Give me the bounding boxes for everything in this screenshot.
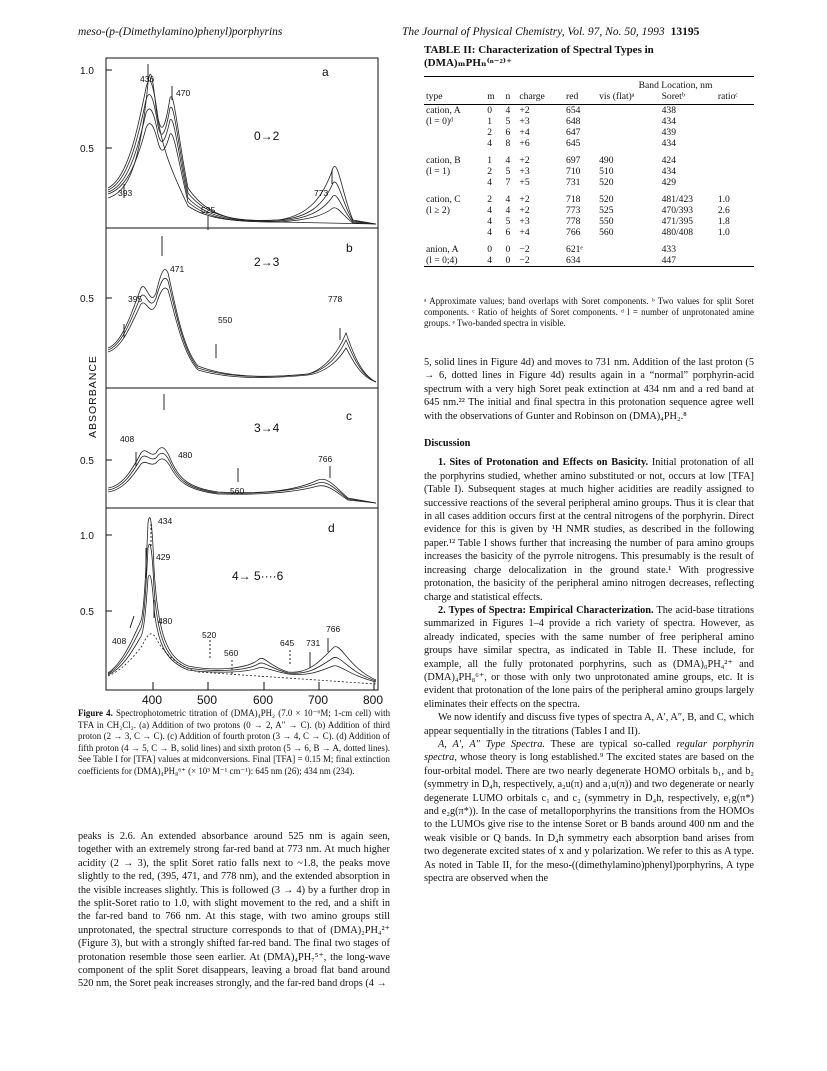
table-cell: +5 <box>519 177 530 188</box>
table-cell: +3 <box>519 166 530 177</box>
peak-d-434: 434 <box>158 516 173 526</box>
table-row <box>424 205 754 216</box>
table-cell: +4 <box>519 227 530 238</box>
table-cell <box>597 116 660 127</box>
xtick-400: 400 <box>142 693 163 707</box>
table-cell: +3 <box>519 216 530 227</box>
table-row <box>424 152 754 166</box>
table-cell <box>716 116 754 127</box>
column-header: ratioᶜ <box>717 91 738 102</box>
table-cell: 5 <box>505 216 511 227</box>
table-cell: 4 <box>505 194 511 205</box>
peak-b-778: 778 <box>328 294 343 304</box>
table-cell: 4 <box>487 216 493 227</box>
ytick-d-2: 0.5 <box>80 607 94 618</box>
table-title-line2: (DMA)ₘPHₙ⁽ⁿ⁻²⁾⁺ <box>424 57 512 69</box>
row-type: (l = 0)ᵈ <box>426 116 454 127</box>
table-cell: 1 <box>487 155 493 166</box>
row-type: (l ≥ 2) <box>426 205 450 216</box>
table-2 <box>424 76 754 267</box>
row-type: cation, C <box>426 194 461 205</box>
table-cell: 438 <box>661 105 676 116</box>
table-cell: 1.0 <box>717 194 730 205</box>
table-cell: 0 <box>487 244 493 255</box>
ytick-c-1: 0.5 <box>80 456 94 467</box>
running-head: meso-(p-(Dimethylamino)phenyl)porphyrins <box>78 26 283 38</box>
table-cell <box>716 177 754 191</box>
right-column-body <box>424 356 754 885</box>
p5-text-a: These are typical so-called <box>550 738 671 750</box>
table-cell: 471/395 <box>661 216 694 227</box>
table-row <box>424 105 754 117</box>
table-cell: 773 <box>566 205 581 216</box>
table-row <box>424 177 754 191</box>
table-cell: 520 <box>599 177 614 188</box>
peak-d-560: 560 <box>224 648 239 658</box>
table-cell: 4 <box>505 155 511 166</box>
table-cell: 654 <box>566 105 581 116</box>
table-cell: 0 <box>487 105 493 116</box>
right-paragraph-3 <box>424 604 754 711</box>
panel-c-letter: c <box>346 409 352 423</box>
table-cell: 4 <box>487 255 493 266</box>
section-heading-discussion: Discussion <box>424 438 471 450</box>
row-type: (l = 1) <box>426 166 451 177</box>
xtick-800: 800 <box>363 693 384 707</box>
panel-b-letter: b <box>346 241 353 255</box>
peak-d-766: 766 <box>326 624 341 634</box>
right-paragraph-2 <box>424 456 754 603</box>
column-header: Soretᵇ <box>661 91 685 102</box>
table-row <box>424 216 754 227</box>
table-cell: 434 <box>661 116 676 127</box>
row-type <box>424 227 485 241</box>
p3-heading: 2. Types of Spectra: Empirical Characterization. <box>438 604 654 616</box>
table-cell: 424 <box>661 155 676 166</box>
row-type: cation, A <box>426 105 461 116</box>
table-cell: 6 <box>505 127 511 138</box>
row-type: anion, A <box>426 244 459 255</box>
peak-c-766: 766 <box>318 454 333 464</box>
band-location-header: Band Location, nm <box>638 80 713 91</box>
peak-c-560: 560 <box>230 486 245 496</box>
table-cell: 4 <box>487 177 493 188</box>
row-type: (l = 0;4) <box>426 255 458 266</box>
peak-d-731: 731 <box>306 638 321 648</box>
panel-b-curves <box>108 270 376 382</box>
right-paragraph-5 <box>424 738 754 885</box>
table-cell: 429 <box>661 177 676 188</box>
table-cell <box>597 241 660 255</box>
peak-c-408: 408 <box>120 434 135 444</box>
right-paragraph-4: We now identify and discuss five types of spectra A, A′, A″, B, and C, which appear sequentially in the titrations (Tables I and II). <box>424 712 754 737</box>
caption-label: Figure 4. <box>78 708 113 718</box>
y-axis-label: ABSORBANCE <box>87 355 99 438</box>
right-paragraph-1: 5, solid lines in Figure 4d) and moves to 731 nm. Addition of the last proton (5 → 6, dotted lines in Figure 4d) results again in a “normal” porphyrin-acid spectrum with a very high Soret peak extinction at 434 nm and a red band at 645 nm.²² The initial and final spectra in this protonation sequence agree well with the observations of Gunter and Robinson on (DMA)₄PH₂.⁸ <box>424 357 754 422</box>
column-header: m <box>487 91 495 102</box>
table-row <box>424 138 754 152</box>
table-cell: 2 <box>487 194 493 205</box>
peak-d-408: 408 <box>112 636 127 646</box>
xtick-500: 500 <box>197 693 218 707</box>
table-cell: 621ᵉ <box>566 244 583 255</box>
table-cell: 480/408 <box>661 227 694 238</box>
table-cell: 5 <box>505 166 511 177</box>
table-cell: 525 <box>599 205 614 216</box>
journal-head <box>402 26 699 38</box>
table-cell <box>716 105 754 117</box>
row-type <box>424 177 485 191</box>
peak-a-525: 525 <box>201 205 216 215</box>
table-cell: 470/393 <box>661 205 694 216</box>
table-cell: 731 <box>566 177 581 188</box>
xtick-600: 600 <box>253 693 274 707</box>
p2-text: Initial protonation of all the porphyrins studied, whether amino substituted or not, occurs at low [TFA] (Table I). Subsequent stages at much higher acidities are readily assigned to successive reactions of the several peripheral amino groups. Thus it is clear that in all cases addition occurs first at the central nitrogens of the porphyrin. Direct evidence for this is given by ¹H NMR studies, as described in the following paper.¹² Table I shows further that increasing the number of para amino groups increases the basicity of the pyrrole nitrogens. This presumably is the result of increasing charge delocalization in the ground state.¹ With progressive protonation, the basicity of the peripheral amino nitrogen decreases, reflecting charge and statistical effects. <box>424 457 755 603</box>
xtick-700: 700 <box>308 693 329 707</box>
table-cell: 648 <box>566 116 581 127</box>
spectra-plot <box>78 48 408 708</box>
peak-b-471: 471 <box>170 264 185 274</box>
panel-a-step: 0→2 <box>254 129 280 143</box>
table-cell: 4 <box>487 205 493 216</box>
table-cell: 439 <box>661 127 676 138</box>
table-cell <box>716 255 754 267</box>
peak-b-395: 395 <box>128 294 143 304</box>
peak-d-520: 520 <box>202 630 217 640</box>
table-cell: 4 <box>487 138 493 149</box>
table-cell: 645 <box>566 138 581 149</box>
table-cell: 510 <box>599 166 614 177</box>
table-cell: 4 <box>505 105 511 116</box>
row-type <box>424 138 485 152</box>
table-row <box>424 166 754 177</box>
table-cell: +6 <box>519 138 530 149</box>
table-cell: 490 <box>599 155 614 166</box>
table-cell: 4 <box>505 205 511 216</box>
table-cell: 766 <box>566 227 581 238</box>
table-cell: +2 <box>519 194 530 205</box>
peak-d-429: 429 <box>156 552 171 562</box>
table-cell: 7 <box>505 177 511 188</box>
panel-b-step: 2→3 <box>254 255 280 269</box>
table-cell: 434 <box>661 166 676 177</box>
peak-d-480: 480 <box>158 616 173 626</box>
table-cell: +3 <box>519 116 530 127</box>
table-cell <box>716 138 754 152</box>
peak-d-645: 645 <box>280 638 295 648</box>
p5-heading: A, A′, A″ Type Spectra. <box>438 738 545 750</box>
peak-a-470: 470 <box>176 88 191 98</box>
table-cell <box>716 127 754 138</box>
table-cell: 434 <box>661 138 676 149</box>
column-header: n <box>505 91 511 102</box>
p5-emphasis: regular porphyrin spectra <box>424 738 754 764</box>
table-cell <box>597 255 660 267</box>
table-cell: 560 <box>599 227 614 238</box>
row-type <box>424 127 485 138</box>
column-header: vis (flat)ᵃ <box>599 91 635 102</box>
table-title-line1: TABLE II: Characterization of Spectral Types in <box>424 44 654 56</box>
table-row <box>424 116 754 127</box>
table-cell: 1 <box>487 116 493 127</box>
table-cell: 778 <box>566 216 581 227</box>
column-header: charge <box>519 91 545 102</box>
table-cell <box>716 241 754 255</box>
table-cell: 0 <box>505 244 511 255</box>
table-cell <box>597 105 660 117</box>
table-cell: +2 <box>519 205 530 216</box>
table-cell: 8 <box>505 138 511 149</box>
peak-a-773: 773 <box>314 188 329 198</box>
page-number: 13195 <box>670 26 700 38</box>
table-cell: 481/423 <box>661 194 694 205</box>
column-header: type <box>426 91 443 102</box>
table-cell: +2 <box>519 105 530 116</box>
table-cell: 550 <box>599 216 614 227</box>
table-cell: 1.0 <box>717 227 730 238</box>
table-row <box>424 255 754 267</box>
row-type <box>424 216 485 227</box>
table-cell: 520 <box>599 194 614 205</box>
peak-b-550: 550 <box>218 315 233 325</box>
table-cell: 697 <box>566 155 581 166</box>
left-column-body <box>78 830 390 991</box>
table-cell: 647 <box>566 127 581 138</box>
ytick-a-2: 0.5 <box>80 144 94 155</box>
table-cell: 6 <box>505 227 511 238</box>
table-cell: 718 <box>566 194 581 205</box>
table-cell <box>597 138 660 152</box>
ytick-d-1: 1.0 <box>80 531 94 542</box>
panel-c-step: 3→4 <box>254 421 280 435</box>
p3-text: The acid-base titrations summarized in Figures 1–4 provide a rich variety of spectra. However, as already indicated, species with the same number of free peripheral amino groups have similar spectra, as indicated in Table II. These include, for example, all the fully protonated porphyrins, such as (DMA)₀PH₄²⁺ and (DMA)₄PH₈⁶⁺, or those with only two unprotonated amine groups, etc. It is evident that protonation of the lone pairs of the peripheral amino groups largely eliminates their effects on the spectra. <box>424 604 755 710</box>
peak-a-393: 393 <box>118 188 133 198</box>
journal-citation: The Journal of Physical Chemistry, Vol. 97, No. 50, 1993 <box>402 26 665 38</box>
table-row <box>424 127 754 138</box>
row-type: cation, B <box>426 155 461 166</box>
table-row <box>424 191 754 205</box>
p5-text-b: , whose theory is long established.⁹ The excited states are based on the four-orbital model. There are two nearly degenerate HOMO orbitals b₁, and b₂ (symmetry in D₄h, respectively, a₂u(π) and a₁u(π)) and two degenerate or nearly degenerate LUMO orbitals c₁ and c₂ (symmetry in D₄h, respectively, e₁g(π*) and e₂g(π*)). In the case of metalloporphyrins the transitions from the HOMOs to the LUMOs give rise to the intense Soret or B bands around 400 nm and the weak visible or Q bands. In D₄h symmetry each absorption band arises from two degenerate excited states of x and y polarization. We refer to this as A type. As noted in Table II, for the meso-((dimethylamino)phenyl)porphyrins, A type spectra are observed when the <box>424 752 754 885</box>
table-cell: +4 <box>519 127 530 138</box>
p2-heading: 1. Sites of Protonation and Effects on Basicity. <box>438 457 649 469</box>
table-cell: +2 <box>519 155 530 166</box>
panel-d-letter: d <box>328 521 335 535</box>
peak-a-436: 436 <box>140 74 155 84</box>
table-cell: 1.8 <box>717 216 730 227</box>
table-cell: 2 <box>487 166 493 177</box>
ytick-a-1: 1.0 <box>80 66 94 77</box>
table-cell: 2 <box>487 127 493 138</box>
table-row <box>424 241 754 255</box>
table-title <box>424 44 754 70</box>
left-paragraph: peaks is 2.6. An extended absorbance around 525 nm is again seen, together with an extremely strong far-red band at 773 nm. At much higher acidity (2 → 3), the split Soret ratio falls next to ~1.8, the peaks move slightly to the red, (395, 471, and 778 nm), and the extended absorption in the visible increases slightly. This is followed (3 → 4) by a further drop in the split-Soret ratio to 1.0, with slight movement to the red, and a shift in the far-red band to 766 nm. At this stage, with two amino groups still unprotonated, the spectral structure corresponds to that of (DMA)₂PH₄²⁺ (Figure 3), but with a strongly shifted far-red band. The final two stages of protonation resemble those seen earlier. At (DMA)₄PH₇⁵⁺, the long-wave component of the split Soret disappears, leaving a broad flat band around 520 nm, the Soret peak increases strongly, and the far-red band drops (4 → <box>78 831 390 990</box>
table-cell: 447 <box>661 255 676 266</box>
figure-caption <box>78 708 390 778</box>
caption-text: Spectrophotometric titration of (DMA)₄PH₂ (7.0 × 10⁻⁶M; 1-cm cell) with TFA in CH₂Cl₂. (a) Addition of two protons (0 → 2, A″ → C). (b) Addition of third proton (2 → 3, C → C). (c) Addition of fourth proton (3 → 4, C → C). (d) Addition of fifth proton (4 → 5, C → B, solid lines) and sixth proton (5 → 6, B → A, dotted lines). See Table I for [TFA] values at midconversions. Final [TFA] = 0.15 M; final extinction coefficients for (DMA)₄PH₈⁶⁺ (× 10³ M⁻¹ cm⁻¹): 645 nm (26); 434 nm (234). <box>78 708 391 776</box>
table-cell: 433 <box>661 244 676 255</box>
table-cell <box>597 127 660 138</box>
table-cell: 710 <box>566 166 581 177</box>
panel-d-curves <box>108 517 376 684</box>
figure-4 <box>78 48 408 708</box>
panel-a-curves <box>108 74 376 224</box>
table-cell: 5 <box>505 116 511 127</box>
table-cell <box>716 166 754 177</box>
panel-a-letter: a <box>322 65 329 79</box>
table-cell: −2 <box>519 255 530 266</box>
table-footnote: ᵃ Approximate values; band overlaps with Soret components. ᵇ Two values for split Soret components. ᶜ Ratio of heights of Soret components. ᵈ l = number of unprotonated amine groups. ᵉ Two-banded spectra in visible. <box>424 296 754 328</box>
table-cell: −2 <box>519 244 530 255</box>
table-cell: 4 <box>487 227 493 238</box>
column-header: red <box>566 91 579 102</box>
table-cell: 2.6 <box>717 205 730 216</box>
table-row <box>424 227 754 241</box>
table-cell: 634 <box>566 255 581 266</box>
peak-c-480: 480 <box>178 450 193 460</box>
table-cell <box>716 152 754 166</box>
ytick-b-1: 0.5 <box>80 294 94 305</box>
panel-d-step: 4→ 5····6 <box>232 569 284 583</box>
table-cell: 0 <box>505 255 511 266</box>
